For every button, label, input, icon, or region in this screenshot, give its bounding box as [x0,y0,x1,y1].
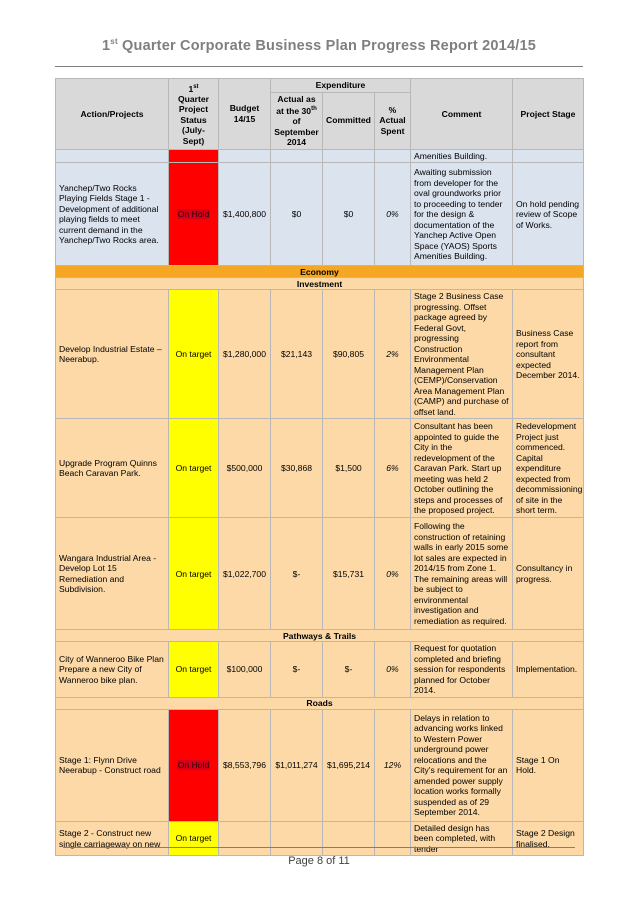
header-action: Action/Projects [56,79,169,150]
committed-cell: $1,695,214 [323,709,375,821]
committed-cell: $90,805 [323,290,375,419]
action-cell: Develop Industrial Estate – Neerabup. [56,290,169,419]
status-badge: On Hold [169,709,219,821]
subsection-heading: Investment [56,278,584,290]
header-budget: Budget 14/15 [219,79,271,150]
action-cell: Stage 2 - Construct new single carriageway on new [56,821,169,856]
budget-cell: $500,000 [219,419,271,518]
comment-cell: Detailed design has been completed, with tender [411,821,513,856]
table-row [56,419,584,518]
status-badge: On target [169,419,219,518]
budget-cell: $1,280,000 [219,290,271,419]
comment-cell: Request for quotation completed and briefing session for respondents planned for October 2014. [411,642,513,698]
actual-cell: $21,143 [271,290,323,419]
comment-cell: Amenities Building. [411,149,513,163]
section-heading: Economy [56,266,584,278]
header-rule [55,66,583,67]
header-stage: Project Stage [513,79,584,150]
stage-cell: Implementation. [513,642,584,698]
committed-cell: $1,500 [323,419,375,518]
pct-cell: 0% [375,518,411,630]
actual-cell: $- [271,518,323,630]
action-cell: City of Wanneroo Bike Plan Prepare a new City of Wanneroo bike plan. [56,642,169,698]
pct-cell: 6% [375,419,411,518]
header-comment: Comment [411,79,513,150]
stage-cell: Redevelopment Project just commenced. Capital expenditure expected from decommissioning of site in the short term. [513,419,584,518]
footer-rule [63,847,575,848]
table-row [56,709,584,821]
header-expenditure: Expenditure [271,79,411,93]
subsection-heading: Roads [56,697,584,709]
status-badge: On target [169,642,219,698]
header-status: 1st Quarter Project Status (July-Sept) [169,79,219,150]
table-row [56,518,584,630]
pct-cell: 0% [375,163,411,266]
comment-cell: Delays in relation to advancing works linked to Western Power underground power relocations and the City's requirement for an amended power supply location works formally suspended as of 29 September 2014. [411,709,513,821]
stage-cell: Consultancy in progress. [513,518,584,630]
pct-cell: 12% [375,709,411,821]
stage-cell: Stage 2 Design finalised. [513,821,584,856]
page-number: Page 8 of 11 [288,855,350,867]
committed-cell: $0 [323,163,375,266]
action-cell: Upgrade Program Quinns Beach Caravan Park. [56,419,169,518]
committed-cell: $15,731 [323,518,375,630]
pct-cell: 2% [375,290,411,419]
header-pct: % Actual Spent [375,92,411,149]
committed-cell: $- [323,642,375,698]
subsection-heading: Pathways & Trails [56,630,584,642]
table-row [56,290,584,419]
header-actual: Actual as at the 30th of September 2014 [271,92,323,149]
table-row [56,642,584,698]
progress-table [55,78,584,856]
status-badge: On target [169,518,219,630]
budget-cell: $100,000 [219,642,271,698]
stage-cell: Stage 1 On Hold. [513,709,584,821]
action-cell: Stage 1: Flynn Drive Neerabup - Construct road [56,709,169,821]
status-badge: On Hold [169,163,219,266]
table-row [56,163,584,266]
actual-cell: $30,868 [271,419,323,518]
stage-cell: Business Case report from consultant expected December 2014. [513,290,584,419]
action-cell: Yanchep/Two Rocks Playing Fields Stage 1 - Development of additional playing fields to meet current demand in the Yanchep/Two Rocks area. [56,163,169,266]
status-badge: On target [169,290,219,419]
table-row [56,149,584,163]
actual-cell: $- [271,642,323,698]
budget-cell: $1,022,700 [219,518,271,630]
page-title: 1st Quarter Corporate Business Plan Progress Report 2014/15 [102,37,536,54]
comment-cell: Awaiting submission from developer for the oval groundworks prior to proceeding to tender for the design & documentation of the Yanchep Active Open Space (YAOS) Sports Amenities Building. [411,163,513,266]
actual-cell: $1,011,274 [271,709,323,821]
stage-cell: On hold pending review of Scope of Works. [513,163,584,266]
budget-cell: $8,553,796 [219,709,271,821]
pct-cell: 0% [375,642,411,698]
status-badge: On target [169,821,219,856]
actual-cell: $0 [271,163,323,266]
comment-cell: Consultant has been appointed to guide the City in the redevelopment of the Caravan Park. Start up meeting was held 2 October outlining the steps and processes of the proposed project. [411,419,513,518]
table-row [56,821,584,856]
budget-cell: $1,400,800 [219,163,271,266]
action-cell: Wangara Industrial Area - Develop Lot 15 Remediation and Subdivision. [56,518,169,630]
comment-cell: Following the construction of retaining walls in early 2015 some lot sales are expected in 2014/15 from Zone 1. The remaining areas will be subject to environmental investigation and remediation as required. [411,518,513,630]
header-committed: Committed [323,92,375,149]
comment-cell: Stage 2 Business Case progressing. Offset package agreed by Federal Govt, progressing Construction Environmental Management Plan (CEMP)/Conservation Area Management Plan (CAMP) and purchase of offset land. [411,290,513,419]
